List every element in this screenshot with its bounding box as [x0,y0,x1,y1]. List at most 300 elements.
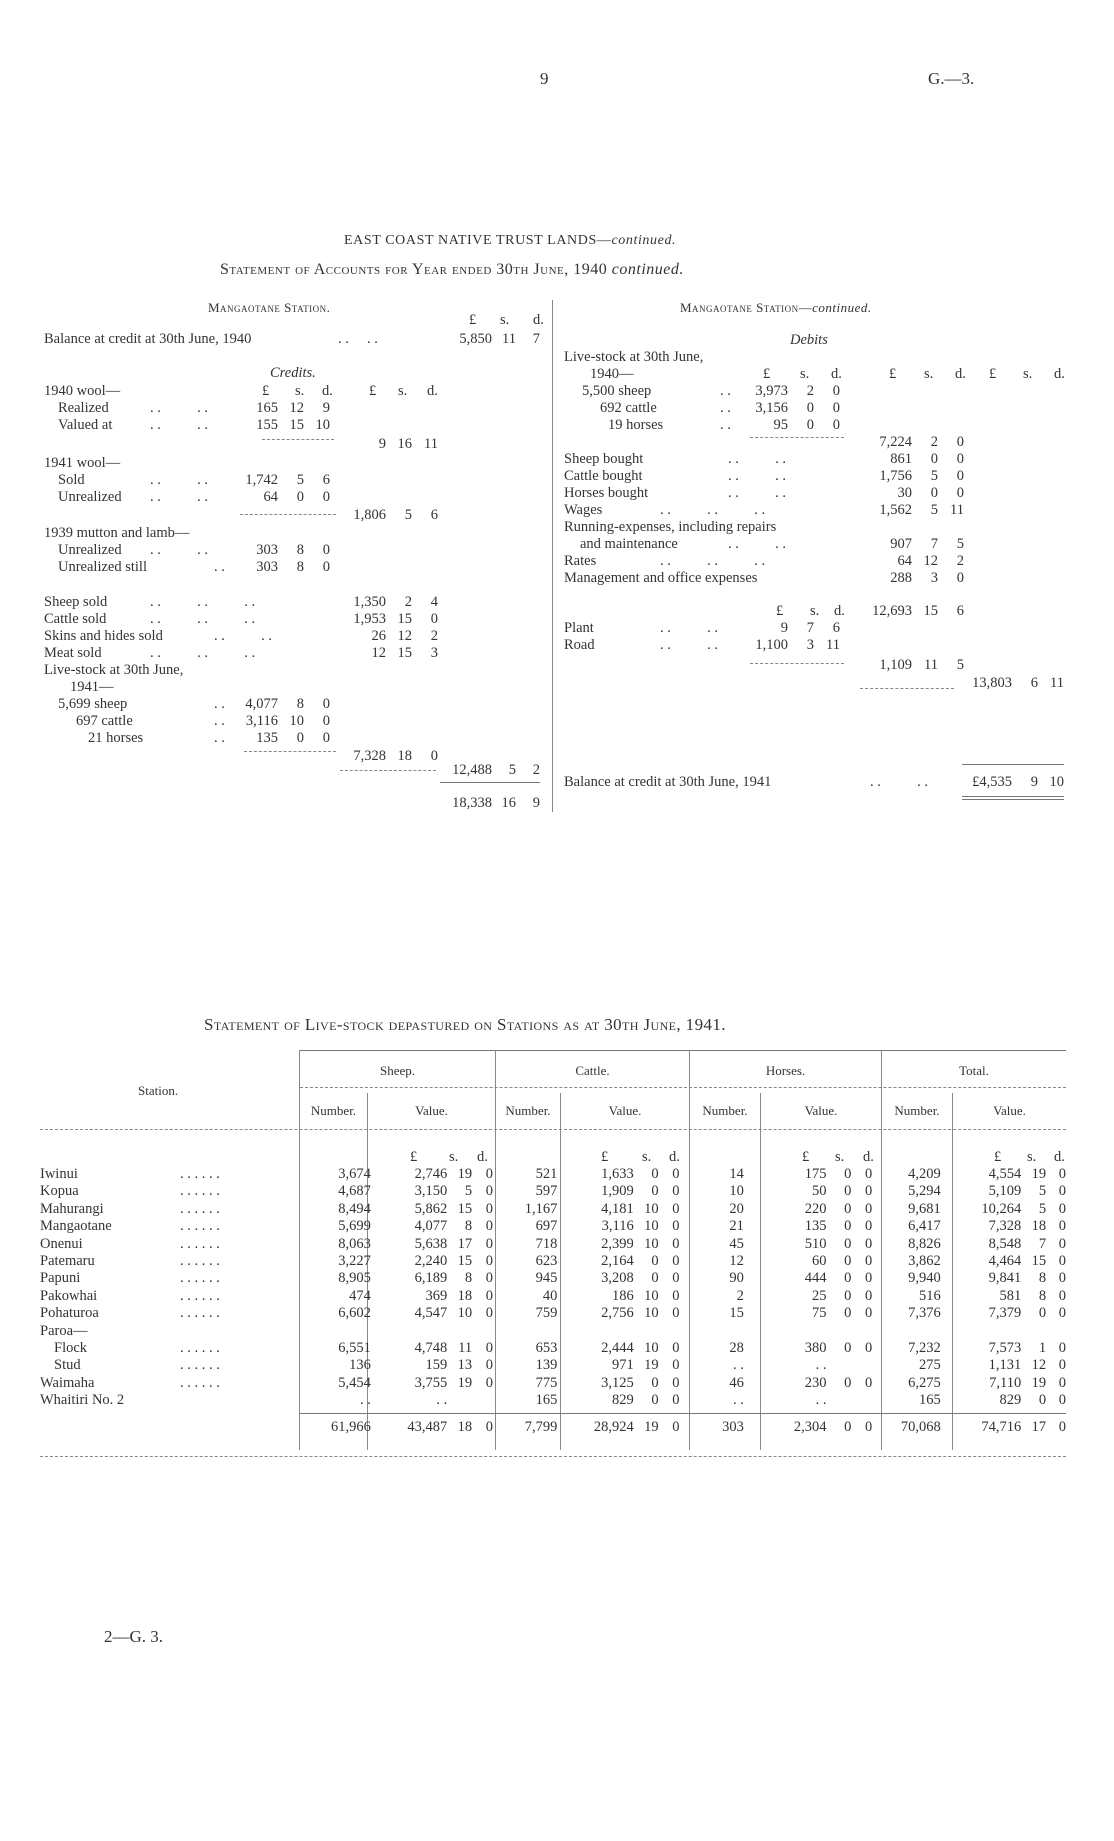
subtitle-text: Statement of Accounts for Year ended 30th June, 1940 [220,261,608,278]
amount-pence: 10 [315,417,330,433]
station-label: Papuni [40,1270,81,1287]
total-number: 6,275 [908,1374,941,1391]
horses-value-pence: 0 [864,1418,873,1435]
horses-value-pounds: 25 [811,1287,827,1304]
unit-pound: £ [469,312,477,328]
unit-pound: £ [763,366,771,382]
total-number: 165 [918,1392,941,1409]
leader-dots: . . . . . . [150,645,256,661]
sheep-value-shillings: 10 [457,1305,473,1322]
amount-pence: 11 [950,502,964,518]
station-label: Pakowhai [40,1287,98,1304]
sheep-value-pounds: 43,487 [407,1418,448,1435]
total-value-pence: 0 [1058,1287,1066,1304]
group-horses: Horses. [765,1063,806,1078]
horses-value-pounds: 510 [804,1235,827,1252]
sheep-value-pounds: 6,189 [414,1270,448,1287]
leader-dots: . . . . . . [180,1270,220,1287]
amount-shillings: 9 [1030,774,1038,790]
sheep-value-pounds: 2,746 [414,1166,448,1182]
item-label: Valued at [58,417,113,433]
sheep-value-shillings: 5 [464,1183,473,1200]
cattle-value-pounds: 829 [612,1392,634,1409]
table-row [40,1218,1066,1235]
leader-dots: . . . . [728,451,786,467]
horses-value-pence: 0 [864,1166,873,1182]
value-header: Value. [993,1103,1026,1118]
cattle-number: 623 [535,1253,558,1270]
amount-shillings: 15 [397,611,412,627]
cattle-value-pence [659,1323,684,1340]
amount-pounds: 1,806 [353,507,386,523]
amount-shillings: 2 [404,594,412,610]
horses-value-pounds: 444 [804,1270,827,1287]
leader-dots: . . . . . . [150,594,256,610]
item-label: Sold [58,472,85,488]
horses-number: 15 [729,1305,744,1322]
total-value-pence: 0 [1058,1357,1066,1374]
horses-value-shillings: 0 [844,1270,852,1287]
totals-label [40,1419,303,1436]
cattle-value-pence: 0 [672,1392,680,1409]
total-number: 9,940 [908,1270,941,1287]
amount-shillings: 11 [924,657,938,673]
amount-pence: 0 [430,611,438,627]
amount-shillings: 2 [930,434,938,450]
station-label: Whaitiri No. 2 [40,1392,125,1409]
station-label: Waimaha [40,1374,95,1391]
station-name [40,1183,303,1200]
total-value-pence: 0 [1058,1340,1066,1357]
amount-pence: 11 [1050,675,1064,691]
sheep-value-pounds: 2,240 [414,1253,448,1270]
cattle-value-pounds: 971 [612,1357,634,1374]
cattle-number: 759 [535,1305,558,1322]
station-label: Flock [54,1340,88,1357]
amount-pounds: 1,350 [353,594,386,610]
amount-shillings: 15 [289,417,304,433]
amount-pounds: 18,338 [452,795,492,811]
amount-pence: 0 [322,713,330,729]
amount-shillings: 12 [923,553,938,569]
right-heading-cont: continued. [812,300,872,315]
leader-dots: . . [214,713,225,729]
leader-dots: . . . . . . [180,1218,220,1235]
unit-shilling: s. [449,1149,459,1165]
amount-pence: 9 [322,400,330,416]
horses-number: 12 [729,1253,744,1270]
station-name [40,1270,303,1287]
total-value-pence: 0 [1058,1305,1066,1322]
amount-pounds: 1,100 [755,637,788,653]
leader-dots: . . . . [150,400,208,416]
cattle-value-pounds: 3,116 [601,1218,634,1235]
page-title [344,232,676,249]
subtotal-rule [262,439,334,440]
amount-pence: 0 [322,696,330,712]
unit-shilling: s. [642,1149,652,1165]
total-value-pounds: 1,131 [988,1357,1022,1374]
horses-value-pence [851,1357,876,1374]
amount-pounds: 303 [256,542,278,558]
station-name [40,1392,303,1409]
subtotal-rule [240,514,336,515]
amount-shillings: 3 [930,570,938,586]
sheep-value-pounds: 4,748 [414,1340,448,1357]
unit-pence: d. [1054,1149,1065,1165]
sheep-value-shillings: 8 [464,1270,473,1287]
unit-pound: £ [889,366,897,382]
horses-value-pounds: 2,304 [793,1418,827,1435]
sheep-value-pence: 0 [485,1418,493,1435]
amount-shillings: 0 [806,417,814,433]
cattle-value-shillings: 10 [644,1305,659,1322]
unit-pound: £ [601,1149,609,1165]
total-value-pounds: 9,841 [988,1270,1022,1287]
cattle-value-shillings: 0 [651,1392,659,1409]
cattle-value-pounds: 2,399 [601,1235,634,1252]
horses-value-shillings: 0 [844,1183,852,1200]
horses-value-shillings: 0 [844,1418,852,1435]
horses-value-pounds: 380 [804,1340,827,1357]
sheep-value-pounds: 3,150 [414,1183,448,1200]
leader-dots: . . . . [150,417,208,433]
amount-pounds: 64 [897,553,912,569]
total-value-pounds: 581 [999,1287,1022,1304]
sheep-value-pounds: 159 [425,1357,448,1374]
item-label: 692 cattle [600,400,657,416]
amount-pence: 0 [322,559,330,575]
total-number: 516 [918,1287,941,1304]
station-label: Mangaotane [40,1218,112,1235]
station-name [40,1236,303,1253]
unit-pound: £ [989,366,997,382]
horses-value-shillings: 0 [844,1253,852,1270]
horses-number: 90 [729,1270,744,1287]
leader-dots: . . . . . . [180,1340,220,1357]
item-label: Unrealized [58,542,122,558]
horses-number: 46 [729,1374,744,1391]
sheep-value-pounds: 5,638 [414,1235,448,1252]
total-value-pounds: 10,264 [981,1200,1022,1217]
sheep-value-pence: 0 [485,1270,493,1287]
double-rule [962,796,1064,797]
horses-value-shillings: 0 [844,1166,852,1182]
cattle-value-pounds: 2,164 [601,1253,634,1270]
amount-pence: 0 [956,434,964,450]
cattle-value-pence: 0 [672,1340,680,1357]
sheep-value-pounds [379,1323,447,1340]
amount-pounds: 165 [256,400,278,416]
sheep-value-shillings [447,1323,472,1340]
horses-value-pence: 0 [864,1287,873,1304]
header-rule [40,1129,1066,1130]
sheep-value-shillings: 11 [458,1340,473,1357]
horses-value-shillings: 0 [844,1374,852,1391]
amount-pounds: 3,156 [755,400,788,416]
table-row [40,1323,1066,1340]
amount-shillings: 12 [289,400,304,416]
amount-pounds: 12 [371,645,386,661]
item-label: Road [564,637,595,653]
horses-value-pence: 0 [864,1200,873,1217]
amount-shillings: 18 [397,748,412,764]
unit-pence: d. [834,603,845,619]
amount-pounds: 9 [378,436,386,452]
cattle-value-pounds: 186 [612,1287,634,1304]
amount-shillings: 7 [930,536,938,552]
cattle-value-pence: 0 [672,1374,680,1391]
cattle-value-shillings: 0 [651,1374,659,1391]
value-header: Value. [415,1103,448,1118]
station-name [40,1305,303,1322]
table-row [40,1166,1066,1183]
total-number: 9,681 [908,1200,941,1217]
sheep-value-pounds: 4,077 [414,1218,448,1235]
cattle-value-pence: 0 [672,1253,680,1270]
amount-pence: 11 [424,436,438,452]
total-value-pounds: 7,110 [989,1374,1022,1391]
item-label: Cattle bought [564,468,643,484]
sheep-value-shillings: 19 [457,1166,473,1182]
amount-shillings: 0 [296,489,304,505]
item-label: 5,699 sheep [58,696,128,712]
total-value-pence: 0 [1058,1374,1066,1391]
amount-pounds: 303 [256,559,278,575]
cattle-number: 165 [535,1392,558,1409]
sheep-number: 4,687 [338,1183,371,1200]
amount-shillings: 8 [296,559,304,575]
station-name [40,1218,303,1235]
cattle-value-pounds: 2,444 [601,1340,634,1357]
unit-pound: £ [994,1149,1002,1165]
amount-shillings: 6 [1030,675,1038,691]
total-value-pence: 0 [1058,1218,1066,1235]
amount-shillings: 5 [930,468,938,484]
amount-shillings: 15 [397,645,412,661]
amount-pounds: 7,224 [879,434,912,450]
total-number: 3,862 [908,1253,941,1270]
total-value-pounds: 74,716 [981,1418,1022,1435]
amount-pence: 0 [956,485,964,501]
total-value-shillings: 7 [1038,1235,1047,1252]
amount-pounds: 95 [773,417,788,433]
total-value-pounds: 8,548 [988,1235,1022,1252]
sheep-value-shillings: 18 [457,1418,473,1435]
item-label: 1940 wool— [44,383,121,399]
page-ref: G.—3. [928,69,975,88]
leader-dots: . . . . . . [180,1200,220,1217]
total-value-pence: 0 [1058,1253,1066,1270]
page-subtitle [220,261,684,278]
total-number [876,1323,949,1340]
cattle-number: 597 [535,1183,558,1200]
cattle-number: 1,167 [524,1200,558,1217]
station-name [40,1288,303,1305]
cattle-value-pence: 0 [672,1200,680,1217]
leader-dots: . . . . [870,774,928,790]
table-top-rule [300,1050,1066,1051]
total-value-shillings: 8 [1038,1287,1047,1304]
closing-balance-label: Balance at credit at 30th June, 1941 [564,774,772,790]
group-cattle: Cattle. [575,1063,610,1078]
right-heading [680,299,872,316]
leader-dots: . . . . . . [150,611,256,627]
leader-dots: . . . . . . [180,1374,220,1391]
leader-dots: . . . . . . [180,1166,220,1182]
sheep-number [303,1323,379,1340]
unit-pound: £ [410,1149,418,1165]
cattle-value-shillings: 19 [644,1357,659,1374]
horses-value-pence: 0 [864,1253,873,1270]
cattle-value-shillings: 10 [644,1287,659,1304]
item-label: Horses bought [564,485,649,501]
amount-pence: 9 [532,795,540,811]
leader-dots: . . . . . . [180,1357,220,1374]
item-label: Running-expenses, including repairs [564,519,777,535]
cattle-value-pounds: 1,633 [601,1166,634,1182]
horses-value-pence: 0 [864,1183,873,1200]
total-value-shillings: 1 [1038,1340,1047,1357]
horses-number: 303 [722,1418,744,1435]
sheep-value-pence [472,1323,497,1340]
cattle-value-pence: 0 [672,1218,680,1235]
leader-dots: . . . . . . [180,1287,220,1304]
cattle-value-pence: 0 [672,1183,680,1200]
amount-pounds: 1,756 [879,468,912,484]
table-row [40,1270,1066,1287]
sheep-value-pence: 0 [485,1183,493,1200]
station-label: Paroa— [40,1322,88,1339]
horses-number [683,1323,751,1340]
item-label: Live-stock at 30th June, [564,349,704,365]
amount-pence: 5 [956,657,964,673]
item-label: Unrealized [58,489,122,505]
title-text: EAST COAST NATIVE TRUST LANDS— [344,233,612,248]
total-value-shillings: 12 [1031,1357,1047,1374]
total-value-shillings: 0 [1038,1305,1047,1322]
livestock-table [40,1166,1066,1436]
horses-number: . . [733,1392,744,1409]
station-name [40,1201,303,1218]
sheep-value-pence: 0 [485,1200,493,1217]
leader-dots: . . . . . . [180,1183,220,1200]
sheep-number: 8,905 [338,1270,371,1287]
amount-pence: 2 [430,628,438,644]
amount-pounds: 1,109 [879,657,912,673]
item-label: Sheep sold [44,594,108,610]
left-heading: Mangaotane Station. [208,300,331,315]
debits-title: Debits [790,332,828,348]
sheep-number: 136 [349,1357,371,1374]
amount-shillings: 0 [296,730,304,746]
leader-dots: . . [214,696,225,712]
item-label: Cattle sold [44,611,107,627]
table-row [40,1305,1066,1322]
cattle-value-shillings: 10 [644,1235,659,1252]
opening-balance-label: Balance at credit at 30th June, 1940 [44,331,252,347]
cattle-value-shillings: 0 [651,1270,659,1287]
horses-value-pounds: 220 [804,1200,827,1217]
amount-pounds: 861 [890,451,912,467]
item-label: Live-stock at 30th June, [44,662,184,678]
amount-pounds: £4,535 [972,774,1012,790]
leader-dots: . . . . [150,472,208,488]
total-number: 275 [918,1357,941,1374]
amount-pence: 6 [956,603,964,619]
cattle-value-shillings: 10 [644,1200,659,1217]
cattle-value-shillings: 10 [644,1218,659,1235]
amount-shillings: 5 [930,502,938,518]
amount-pence: 7 [532,331,540,347]
cattle-value-pence: 0 [672,1287,680,1304]
amount-pounds: 9 [780,620,788,636]
amount-shillings: 0 [930,485,938,501]
cattle-value-pence: 0 [672,1357,680,1374]
page-number: 9 [540,69,549,88]
unit-pence: d. [477,1149,488,1165]
horses-value-shillings: 0 [844,1200,852,1217]
amount-shillings: 7 [806,620,814,636]
total-value-pounds: 7,328 [988,1218,1022,1235]
total-value-pence: 0 [1058,1235,1066,1252]
horses-value-pence: 0 [864,1270,873,1287]
amount-shillings: 8 [296,542,304,558]
total-value-pence: 0 [1058,1183,1066,1200]
item-label: Management and office expenses [564,570,758,586]
horses-value-pounds: 135 [804,1218,827,1235]
amount-pence: 0 [322,730,330,746]
subtitle-cont: continued. [611,261,684,278]
amount-pounds: 1,953 [353,611,386,627]
table-row [40,1392,1066,1409]
leader-dots: . . [720,400,731,416]
leader-dots: . . [720,383,731,399]
horses-number: 10 [729,1183,744,1200]
amount-pounds: 3,116 [245,713,278,729]
spacer-row [40,1410,1066,1419]
amount-pence: 0 [956,451,964,467]
cattle-number: 775 [535,1374,558,1391]
sheep-value-shillings: 18 [457,1287,473,1304]
total-value-shillings: 0 [1038,1392,1047,1409]
amount-pence: 5 [956,536,964,552]
sheep-value-pence: 0 [485,1166,493,1182]
unit-pound: £ [369,383,377,399]
total-value-shillings: 8 [1038,1270,1047,1287]
station-label: Kopua [40,1183,79,1200]
amount-pence: 0 [832,400,840,416]
value-header: Value. [608,1103,642,1118]
station-label: Mahurangi [40,1200,104,1217]
credits-title: Credits. [270,365,316,381]
station-name [40,1323,303,1340]
total-value-pence: 0 [1058,1392,1066,1409]
value-header: Value. [804,1103,838,1118]
horses-value-pounds: . . [815,1357,827,1374]
sheep-value-pence: 0 [485,1374,493,1391]
sheep-number: 61,966 [331,1418,371,1435]
total-number: 8,826 [908,1235,941,1252]
table-row [40,1375,1066,1392]
amount-shillings: 12 [397,628,412,644]
leader-dots: . . [214,730,225,746]
item-label: Rates [564,553,597,569]
header-rule [300,1087,1066,1088]
amount-pence: 3 [430,645,438,661]
amount-pounds: 12,488 [452,762,492,778]
amount-shillings: 2 [806,383,814,399]
